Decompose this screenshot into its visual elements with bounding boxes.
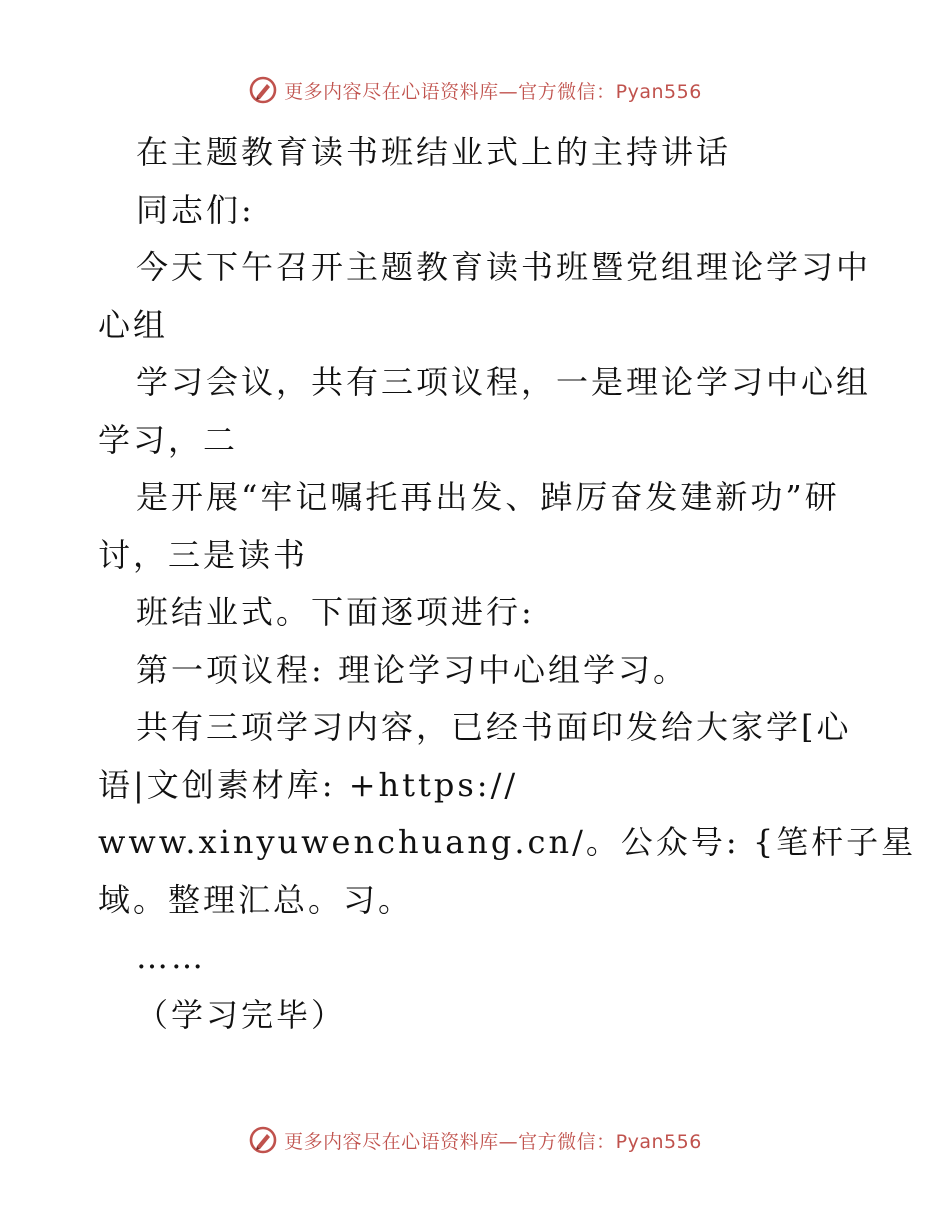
text-line: 共有三项学习内容，已经书面印发给大家学[心 (136, 708, 852, 746)
text-line: www.xinyuwenchuang.cn/。公众号: {笔杆子星 (98, 823, 917, 861)
watermark-text: 更多内容尽在心语资料库—官方微信：Pyan556 (284, 1130, 702, 1153)
text-line: 语|文创素材库: +https:// (98, 765, 519, 804)
pen-logo-icon (248, 75, 278, 105)
text-line: 同志们: (136, 190, 255, 229)
text-line: 讨，三是读书 (98, 535, 309, 574)
text-line: 第一项议程: 理论学习中心组学习。 (136, 650, 688, 689)
text-line: 今天下午召开主题教育读书班暨党组理论学习中 (136, 248, 872, 286)
text-line: 学习，二 (98, 420, 239, 459)
text-line: 域。整理汇总。习。 (98, 880, 414, 919)
text-line: 心组 (98, 305, 169, 344)
pen-logo-icon (248, 1125, 278, 1155)
header-watermark (0, 70, 950, 110)
text-line: 在主题教育读书班结业式上的主持讲话 (136, 133, 732, 171)
footer-watermark (0, 1120, 950, 1160)
text-line: …… (136, 938, 206, 976)
text-line: 是开展“牢记嘱托再出发、踔厉奋发建新功”研 (136, 478, 840, 516)
document-body (98, 124, 917, 1044)
watermark-text: 更多内容尽在心语资料库—官方微信：Pyan556 (284, 80, 702, 103)
text-line: 学习会议，共有三项议程，一是理论学习中心组 (136, 363, 872, 401)
text-line: （学习完毕） (136, 995, 347, 1034)
text-line: 班结业式。下面逐项进行: (136, 593, 535, 631)
